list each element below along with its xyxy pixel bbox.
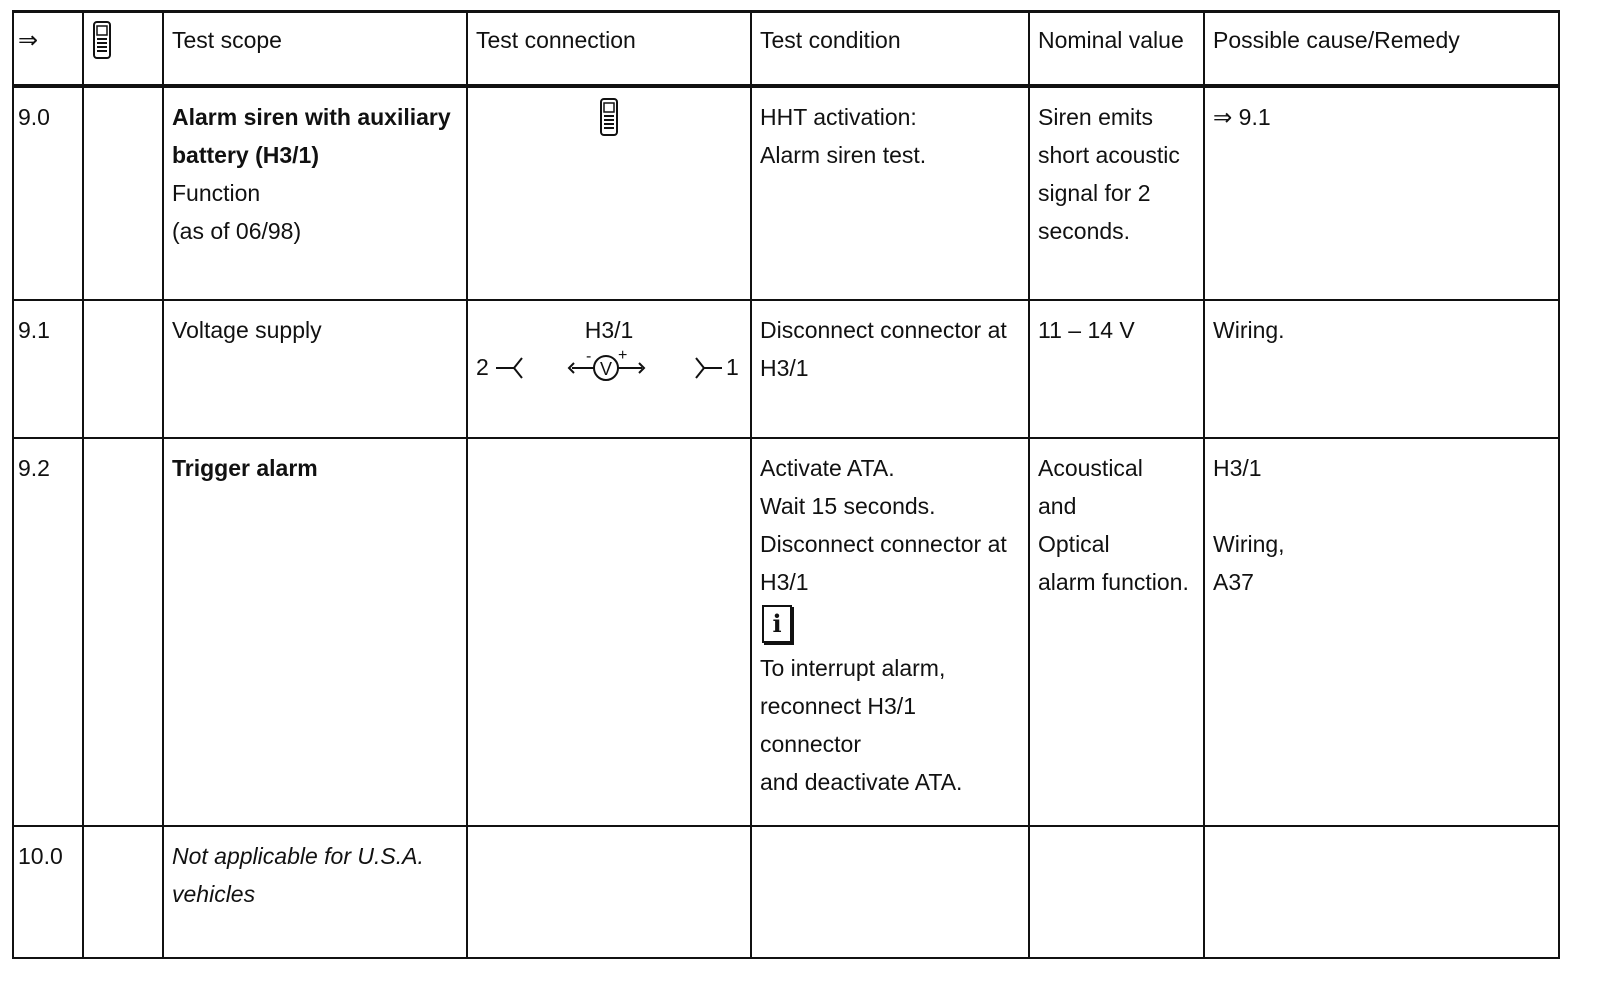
nominal-line: and (1038, 492, 1077, 519)
condition-line: Disconnect connector at (760, 530, 1007, 557)
header-test-connection: Test connection (467, 12, 751, 86)
remedy-line: A37 (1213, 568, 1254, 595)
nominal-value-cell (1029, 300, 1204, 438)
hht-tester-icon (92, 21, 112, 59)
nominal-line: signal for 2 (1038, 179, 1151, 206)
hht-cell (83, 86, 163, 300)
test-connection-cell (467, 300, 751, 438)
nominal-line: 11 – 14 V (1038, 316, 1135, 343)
connector-label: H3/1 (584, 316, 634, 343)
test-table (12, 10, 1560, 959)
test-condition-cell (751, 826, 1029, 958)
hht-cell (83, 826, 163, 958)
arrow-header: ⇒ (18, 27, 39, 54)
nominal-line: alarm function. (1038, 568, 1189, 595)
test-condition-cell (751, 86, 1029, 300)
nominal-value-cell (1029, 86, 1204, 300)
table-row (13, 826, 1559, 958)
scope-title-line: Alarm siren with auxiliary (172, 103, 451, 130)
header-remedy: Possible cause/Remedy (1204, 12, 1559, 86)
remedy-line: Wiring. (1213, 316, 1285, 343)
nominal-line: Acoustical (1038, 454, 1143, 481)
remedy-line: Wiring, (1213, 530, 1285, 557)
test-condition-cell (751, 438, 1029, 826)
remedy-link: ⇒ 9.1 (1213, 103, 1271, 130)
scope-title-line: Voltage supply (172, 316, 322, 343)
hht-cell (83, 300, 163, 438)
remedy-spacer (1213, 487, 1550, 525)
table-row (13, 86, 1559, 300)
remedy-cell (1204, 86, 1559, 300)
condition-line: Activate ATA. (760, 454, 895, 481)
remedy-cell (1204, 300, 1559, 438)
table-row (13, 300, 1559, 438)
condition-line: H3/1 (760, 354, 809, 381)
hht-tester-icon (599, 98, 619, 136)
step-number: 9.0 (13, 86, 83, 300)
nominal-value-cell (1029, 826, 1204, 958)
scope-title-line: battery (H3/1) (172, 141, 319, 168)
nominal-line: Optical (1038, 530, 1110, 557)
condition-line: H3/1 (760, 568, 809, 595)
test-sheet (12, 10, 1558, 956)
condition-note-line: reconnect H3/1 connector (760, 692, 916, 757)
hht-cell (83, 438, 163, 826)
header-hht-cell (83, 12, 163, 86)
condition-note-line: To interrupt alarm, (760, 654, 946, 681)
header-nominal-value: Nominal value (1029, 12, 1204, 86)
minus-sign: - (586, 348, 592, 365)
scope-sub-line: Function (172, 179, 261, 206)
voltmeter-symbol: V (599, 358, 613, 379)
test-connection-cell (467, 438, 751, 826)
test-scope-cell (163, 300, 467, 438)
nominal-value-cell (1029, 438, 1204, 826)
condition-line: Wait 15 seconds. (760, 492, 936, 519)
nominal-line: seconds. (1038, 217, 1131, 244)
condition-note-line: and deactivate ATA. (760, 768, 963, 795)
remedy-line: H3/1 (1213, 454, 1262, 481)
voltmeter-diagram (474, 349, 744, 389)
condition-line: Alarm siren test. (760, 141, 927, 168)
remedy-cell (1204, 438, 1559, 826)
header-row (13, 12, 1559, 86)
scope-title-line: Trigger alarm (172, 454, 318, 481)
header-test-condition: Test condition (751, 12, 1029, 86)
info-icon: i (762, 605, 792, 643)
nominal-line: Siren emits (1038, 103, 1154, 130)
plus-sign: + (618, 348, 628, 364)
test-connection-cell (467, 86, 751, 300)
pin-right-label: 1 (726, 353, 739, 380)
remedy-cell (1204, 826, 1559, 958)
test-scope-cell (163, 86, 467, 300)
step-number: 10.0 (13, 826, 83, 958)
step-number: 9.1 (13, 300, 83, 438)
condition-line: Disconnect connector at (760, 316, 1007, 343)
step-number: 9.2 (13, 438, 83, 826)
scope-title-line: Not applicable for U.S.A. (172, 842, 424, 869)
pin-left-label: 2 (476, 353, 489, 380)
connection-diagram (468, 301, 750, 391)
header-arrow-cell (13, 12, 83, 86)
condition-line: HHT activation: (760, 103, 917, 130)
test-scope-cell (163, 826, 467, 958)
test-condition-cell (751, 300, 1029, 438)
test-scope-cell (163, 438, 467, 826)
nominal-line: short acoustic (1038, 141, 1180, 168)
scope-title-line: vehicles (172, 880, 256, 907)
header-test-scope: Test scope (163, 12, 467, 86)
test-connection-cell (467, 826, 751, 958)
scope-sub-line: (as of 06/98) (172, 217, 302, 244)
table-row (13, 438, 1559, 826)
